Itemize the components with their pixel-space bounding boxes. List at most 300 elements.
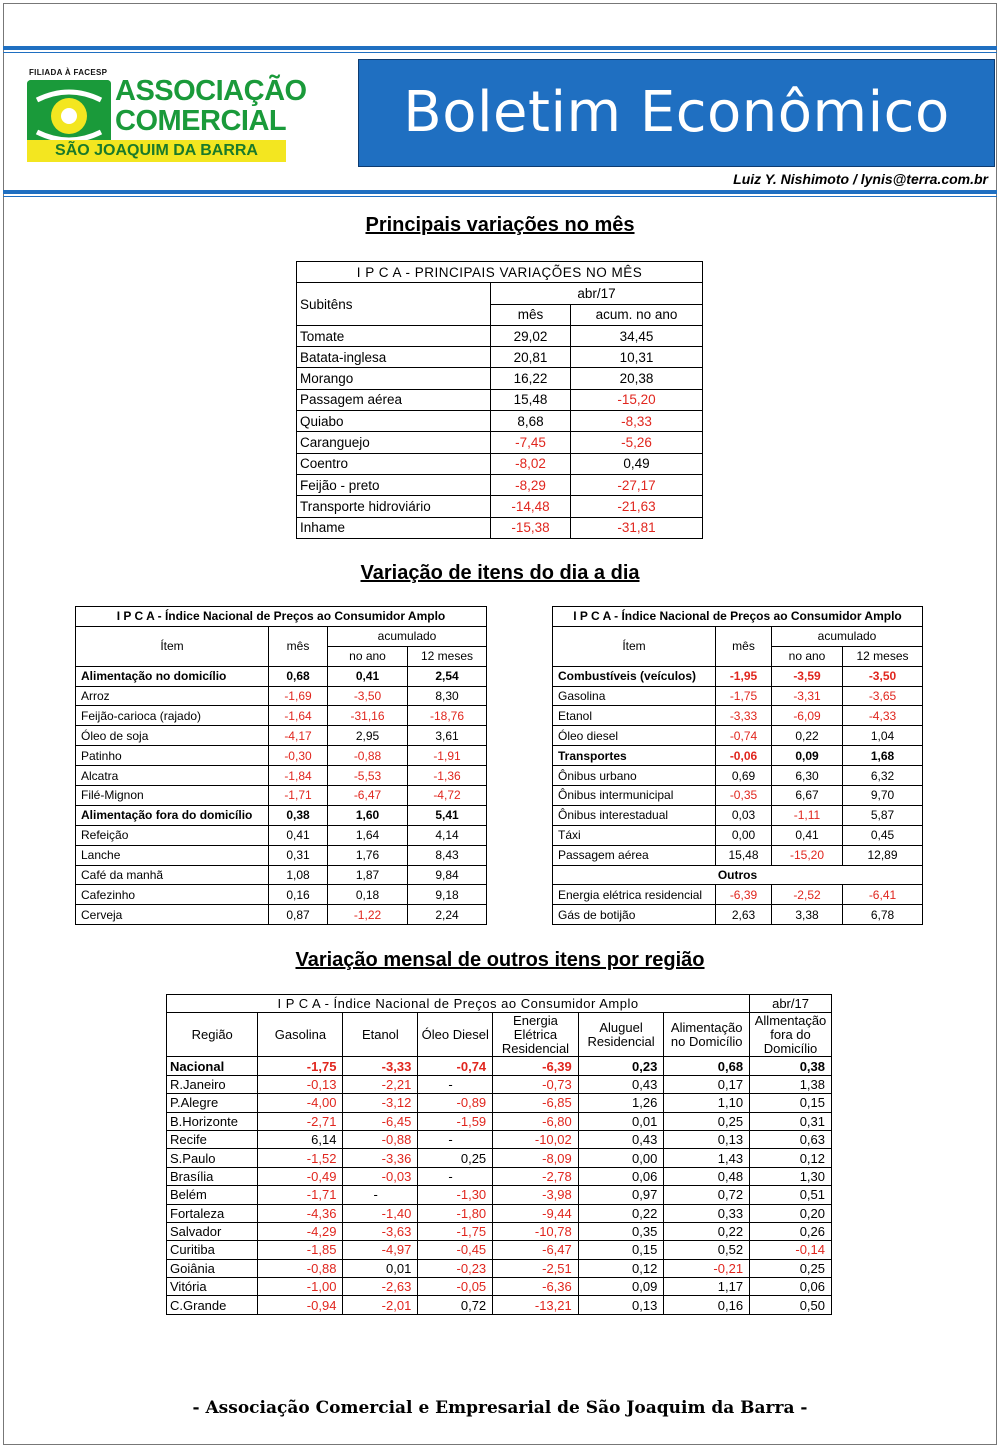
- item-cell: Arroz: [76, 686, 269, 706]
- value-cell: 0,13: [664, 1130, 750, 1148]
- region-cell: R.Janeiro: [167, 1075, 258, 1093]
- col-header-month: mês: [716, 626, 772, 666]
- year-cell: -8,33: [571, 411, 703, 432]
- m-cell: 0,03: [716, 805, 772, 825]
- logo-name: [115, 76, 307, 136]
- value-cell: -3,63: [343, 1222, 418, 1240]
- t-cell: 5,41: [408, 805, 487, 825]
- m-cell: -3,33: [716, 706, 772, 726]
- value-cell: -6,85: [493, 1094, 579, 1112]
- t-cell: 8,43: [408, 845, 487, 865]
- value-cell: 0,48: [664, 1167, 750, 1185]
- table-row: [167, 1204, 832, 1222]
- value-cell: -2,51: [493, 1259, 579, 1277]
- value-cell: -0,94: [258, 1296, 343, 1314]
- y-cell: 6,30: [772, 766, 843, 786]
- region-cell: Brasília: [167, 1167, 258, 1185]
- year-cell: -5,26: [571, 432, 703, 453]
- value-cell: 0,16: [664, 1296, 750, 1314]
- t-cell: 6,78: [843, 905, 923, 925]
- table-row: [297, 517, 703, 538]
- value-cell: 0,01: [343, 1259, 418, 1277]
- item-cell: Gasolina: [553, 686, 716, 706]
- col-header: Aluguel Residencial: [578, 1013, 664, 1057]
- col-header: Região: [167, 1013, 258, 1057]
- item-cell: Café da manhã: [76, 865, 269, 885]
- year-cell: -21,63: [571, 496, 703, 517]
- table-row: [297, 432, 703, 453]
- year-cell: 0,49: [571, 453, 703, 474]
- item-cell: Alimentação fora do domicílio: [76, 805, 269, 825]
- y-cell: 2,95: [328, 726, 408, 746]
- value-cell: -2,71: [258, 1112, 343, 1130]
- value-cell: 1,10: [664, 1094, 750, 1112]
- value-cell: -0,88: [258, 1259, 343, 1277]
- y-cell: -1,11: [772, 805, 843, 825]
- table-title: I P C A - Índice Nacional de Preços ao Consumidor Amplo: [167, 995, 750, 1013]
- value-cell: -1,71: [258, 1186, 343, 1204]
- m-cell: 0,68: [269, 666, 328, 686]
- value-cell: 0,15: [750, 1094, 832, 1112]
- value-cell: 0,72: [418, 1296, 493, 1314]
- table-body: [553, 666, 923, 925]
- value-cell: 0,31: [750, 1112, 832, 1130]
- y-cell: -1,22: [328, 905, 408, 925]
- item-cell: Feijão - preto: [297, 474, 491, 495]
- value-cell: 1,38: [750, 1075, 832, 1093]
- value-cell: 0,38: [750, 1057, 832, 1075]
- value-cell: 0,00: [578, 1149, 664, 1167]
- table-row: [167, 1112, 832, 1130]
- value-cell: 0,09: [578, 1278, 664, 1296]
- year-cell: -31,81: [571, 517, 703, 538]
- table-row: [297, 368, 703, 389]
- y-cell: -31,16: [328, 706, 408, 726]
- m-cell: -4,17: [269, 726, 328, 746]
- table-row: [297, 411, 703, 432]
- item-cell: Alcatra: [76, 766, 269, 786]
- item-cell: Cafezinho: [76, 885, 269, 905]
- value-cell: -6,45: [343, 1112, 418, 1130]
- value-cell: -3,12: [343, 1094, 418, 1112]
- table-row: [76, 766, 487, 786]
- t-cell: 9,70: [843, 786, 923, 806]
- value-cell: 0,13: [578, 1296, 664, 1314]
- table-row: [553, 845, 923, 865]
- col-header-item: Subitêns: [297, 283, 491, 326]
- value-cell: 0,51: [750, 1186, 832, 1204]
- y-cell: 1,76: [328, 845, 408, 865]
- value-cell: -0,21: [664, 1259, 750, 1277]
- item-cell: Coentro: [297, 453, 491, 474]
- value-cell: 1,30: [750, 1167, 832, 1185]
- table-row: [76, 905, 487, 925]
- association-logo: [27, 68, 307, 164]
- value-cell: -0,45: [418, 1241, 493, 1259]
- table-row: [167, 1241, 832, 1259]
- table-row: [297, 389, 703, 410]
- m-cell: 15,48: [716, 845, 772, 865]
- value-cell: -3,98: [493, 1186, 579, 1204]
- value-cell: 0,01: [578, 1112, 664, 1130]
- m-cell: 0,41: [269, 825, 328, 845]
- t-cell: -3,50: [843, 666, 923, 686]
- table-row: [167, 1296, 832, 1314]
- item-cell: Feijão-carioca (rajado): [76, 706, 269, 726]
- m-cell: 0,31: [269, 845, 328, 865]
- value-cell: 0,72: [664, 1186, 750, 1204]
- t-cell: 2,24: [408, 905, 487, 925]
- logo-city: SÃO JOAQUIM DA BARRA: [27, 140, 286, 162]
- item-cell: Refeição: [76, 825, 269, 845]
- col-header: Etanol: [343, 1013, 418, 1057]
- header-banner: [358, 59, 995, 167]
- value-cell: -: [418, 1167, 493, 1185]
- main-variations-table: [296, 261, 703, 539]
- m-cell: -0,35: [716, 786, 772, 806]
- footer-text: - Associação Comercial e Empresarial de São Joaquim da Barra -: [192, 1398, 808, 1418]
- col-header: Allmentação fora do Domicílio: [750, 1013, 832, 1057]
- month-cell: -14,48: [491, 496, 571, 517]
- y-cell: -2,52: [772, 885, 843, 905]
- item-cell: Inhame: [297, 517, 491, 538]
- table-body: [76, 666, 487, 925]
- table-row: [76, 706, 487, 726]
- y-cell: 1,87: [328, 865, 408, 885]
- item-cell: Lanche: [76, 845, 269, 865]
- value-cell: -1,30: [418, 1186, 493, 1204]
- value-cell: 1,17: [664, 1278, 750, 1296]
- item-cell: Patinho: [76, 746, 269, 766]
- item-cell: Cerveja: [76, 905, 269, 925]
- m-cell: 0,00: [716, 825, 772, 845]
- t-cell: 12,89: [843, 845, 923, 865]
- table-title: I P C A - Índice Nacional de Preços ao Consumidor Amplo: [76, 607, 487, 627]
- value-cell: -1,40: [343, 1204, 418, 1222]
- month-cell: 15,48: [491, 389, 571, 410]
- value-cell: -0,23: [418, 1259, 493, 1277]
- value-cell: -4,36: [258, 1204, 343, 1222]
- table-row: [167, 1057, 832, 1075]
- table-row: [553, 726, 923, 746]
- region-cell: Recife: [167, 1130, 258, 1148]
- region-cell: C.Grande: [167, 1296, 258, 1314]
- y-cell: -0,88: [328, 746, 408, 766]
- table-row: [553, 805, 923, 825]
- header-rule: [3, 190, 997, 194]
- region-cell: B.Horizonte: [167, 1112, 258, 1130]
- author-credit: Luiz Y. Nishimoto / lynis@terra.com.br: [733, 171, 988, 187]
- y-cell: 1,60: [328, 805, 408, 825]
- value-cell: -: [418, 1130, 493, 1148]
- value-cell: -4,00: [258, 1094, 343, 1112]
- value-cell: -0,74: [418, 1057, 493, 1075]
- value-cell: -: [343, 1186, 418, 1204]
- y-cell: 0,41: [328, 666, 408, 686]
- table-row: [553, 766, 923, 786]
- table-title: I P C A - PRINCIPAIS VARIAÇÕES NO MÊS: [297, 262, 703, 283]
- value-cell: 0,33: [664, 1204, 750, 1222]
- table-row: [76, 786, 487, 806]
- year-cell: 34,45: [571, 325, 703, 346]
- table-title: I P C A - Índice Nacional de Preços ao Consumidor Amplo: [553, 607, 923, 627]
- region-cell: Salvador: [167, 1222, 258, 1240]
- value-cell: -0,88: [343, 1130, 418, 1148]
- t-cell: 0,45: [843, 825, 923, 845]
- value-cell: 0,15: [578, 1241, 664, 1259]
- value-cell: -6,39: [493, 1057, 579, 1075]
- value-cell: -1,80: [418, 1204, 493, 1222]
- m-cell: -1,64: [269, 706, 328, 726]
- item-cell: Energia elétrica residencial: [553, 885, 716, 905]
- value-cell: -3,33: [343, 1057, 418, 1075]
- value-cell: -0,89: [418, 1094, 493, 1112]
- m-cell: -1,75: [716, 686, 772, 706]
- col-header: Alimentação no Domicílio: [664, 1013, 750, 1057]
- y-cell: 0,22: [772, 726, 843, 746]
- item-cell: Passagem aérea: [553, 845, 716, 865]
- col-header: Gasolina: [258, 1013, 343, 1057]
- region-cell: Curitiba: [167, 1241, 258, 1259]
- region-cell: S.Paulo: [167, 1149, 258, 1167]
- table-row: [297, 325, 703, 346]
- table-row: [76, 746, 487, 766]
- month-cell: -8,02: [491, 453, 571, 474]
- y-cell: -3,31: [772, 686, 843, 706]
- t-cell: 6,32: [843, 766, 923, 786]
- item-cell: Óleo de soja: [76, 726, 269, 746]
- table-row: [76, 865, 487, 885]
- value-cell: -13,21: [493, 1296, 579, 1314]
- y-cell: -6,09: [772, 706, 843, 726]
- value-cell: -1,00: [258, 1278, 343, 1296]
- value-cell: -2,63: [343, 1278, 418, 1296]
- value-cell: -1,52: [258, 1149, 343, 1167]
- y-cell: 0,41: [772, 825, 843, 845]
- header-rule-thin: [3, 196, 997, 197]
- m-cell: -6,39: [716, 885, 772, 905]
- section2-title: Variação de itens do dia a dia: [360, 562, 640, 584]
- value-cell: 0,35: [578, 1222, 664, 1240]
- table-body: [167, 1057, 832, 1314]
- item-cell: Tomate: [297, 325, 491, 346]
- value-cell: -4,29: [258, 1222, 343, 1240]
- region-cell: Fortaleza: [167, 1204, 258, 1222]
- col-header-month: mês: [269, 626, 328, 666]
- item-cell: Quiabo: [297, 411, 491, 432]
- month-cell: 20,81: [491, 347, 571, 368]
- table-row: [167, 1259, 832, 1277]
- col-header-12m: 12 meses: [843, 646, 923, 666]
- col-header: Óleo Diesel: [418, 1013, 493, 1057]
- table-row: [553, 666, 923, 686]
- item-cell: Ônibus urbano: [553, 766, 716, 786]
- value-cell: -1,85: [258, 1241, 343, 1259]
- m-cell: 0,87: [269, 905, 328, 925]
- daily-items-table-transport: [552, 606, 923, 925]
- y-cell: 0,09: [772, 746, 843, 766]
- section3-title: Variação mensal de outros itens por região: [295, 949, 705, 971]
- col-header: Energia Elétrica Residencial: [493, 1013, 579, 1057]
- t-cell: 8,30: [408, 686, 487, 706]
- t-cell: 1,68: [843, 746, 923, 766]
- table-row: [76, 845, 487, 865]
- month-cell: -8,29: [491, 474, 571, 495]
- table-row: [167, 1222, 832, 1240]
- m-cell: -1,71: [269, 786, 328, 806]
- value-cell: 0,22: [578, 1204, 664, 1222]
- table-row: [167, 1186, 832, 1204]
- m-cell: 1,08: [269, 865, 328, 885]
- y-cell: 1,64: [328, 825, 408, 845]
- table-row: [297, 496, 703, 517]
- value-cell: 0,25: [750, 1259, 832, 1277]
- table-row: [553, 686, 923, 706]
- y-cell: 6,67: [772, 786, 843, 806]
- value-cell: -0,14: [750, 1241, 832, 1259]
- table-row: [76, 885, 487, 905]
- value-cell: 0,68: [664, 1057, 750, 1075]
- m-cell: -1,84: [269, 766, 328, 786]
- m-cell: 2,63: [716, 905, 772, 925]
- year-cell: -27,17: [571, 474, 703, 495]
- item-cell: Transportes: [553, 746, 716, 766]
- value-cell: 1,43: [664, 1149, 750, 1167]
- col-header-acc: acumulado: [772, 626, 923, 646]
- value-cell: 0,12: [578, 1259, 664, 1277]
- item-cell: Ônibus interestadual: [553, 805, 716, 825]
- month-cell: 29,02: [491, 325, 571, 346]
- t-cell: 5,87: [843, 805, 923, 825]
- t-cell: -1,91: [408, 746, 487, 766]
- regional-table: [166, 994, 832, 1315]
- m-cell: 0,16: [269, 885, 328, 905]
- value-cell: -8,09: [493, 1149, 579, 1167]
- col-header-item: Ítem: [76, 626, 269, 666]
- y-cell: -5,53: [328, 766, 408, 786]
- table-row: [553, 905, 923, 925]
- t-cell: -4,72: [408, 786, 487, 806]
- value-cell: 0,52: [664, 1241, 750, 1259]
- y-cell: -3,50: [328, 686, 408, 706]
- col-header-year: no ano: [328, 646, 408, 666]
- value-cell: -6,36: [493, 1278, 579, 1296]
- value-cell: -1,75: [258, 1057, 343, 1075]
- t-cell: -18,76: [408, 706, 487, 726]
- y-cell: -15,20: [772, 845, 843, 865]
- table-row: [297, 474, 703, 495]
- item-cell: Alimentação no domicílio: [76, 666, 269, 686]
- value-cell: 0,43: [578, 1130, 664, 1148]
- value-cell: 0,25: [664, 1112, 750, 1130]
- item-cell: Filé-Mignon: [76, 786, 269, 806]
- t-cell: 9,18: [408, 885, 487, 905]
- table-row: [553, 746, 923, 766]
- table-row: [76, 666, 487, 686]
- table-body: [297, 325, 703, 538]
- y-cell: -6,47: [328, 786, 408, 806]
- top-rule: [3, 46, 997, 50]
- value-cell: 0,26: [750, 1222, 832, 1240]
- year-cell: 20,38: [571, 368, 703, 389]
- daily-items-table-food: [75, 606, 487, 925]
- t-cell: -1,36: [408, 766, 487, 786]
- region-cell: Nacional: [167, 1057, 258, 1075]
- value-cell: -6,80: [493, 1112, 579, 1130]
- value-cell: 0,12: [750, 1149, 832, 1167]
- month-cell: 8,68: [491, 411, 571, 432]
- value-cell: 0,43: [578, 1075, 664, 1093]
- table-row: [167, 1278, 832, 1296]
- table-row: [167, 1130, 832, 1148]
- value-cell: -10,78: [493, 1222, 579, 1240]
- region-cell: Vitória: [167, 1278, 258, 1296]
- value-cell: -9,44: [493, 1204, 579, 1222]
- logo-name-line2: COMERCIAL: [115, 105, 287, 137]
- value-cell: 0,25: [418, 1149, 493, 1167]
- logo-name-line1: ASSOCIAÇÃO: [115, 75, 307, 107]
- t-cell: 2,54: [408, 666, 487, 686]
- col-header-item: Ítem: [553, 626, 716, 666]
- value-cell: 0,97: [578, 1186, 664, 1204]
- logo-affiliation: FILIADA À FACESP: [29, 68, 108, 77]
- table-row: [553, 865, 923, 885]
- table-row: [167, 1149, 832, 1167]
- table-row: [76, 825, 487, 845]
- top-rule-thin: [3, 52, 997, 53]
- item-cell: Óleo diesel: [553, 726, 716, 746]
- value-cell: -2,21: [343, 1075, 418, 1093]
- value-cell: -0,05: [418, 1278, 493, 1296]
- col-header-12m: 12 meses: [408, 646, 487, 666]
- value-cell: -1,59: [418, 1112, 493, 1130]
- col-header-period: abr/17: [491, 283, 703, 304]
- year-cell: 10,31: [571, 347, 703, 368]
- value-cell: 0,06: [750, 1278, 832, 1296]
- table-row: [553, 706, 923, 726]
- m-cell: -1,69: [269, 686, 328, 706]
- year-cell: -15,20: [571, 389, 703, 410]
- value-cell: 1,26: [578, 1094, 664, 1112]
- item-cell: Caranguejo: [297, 432, 491, 453]
- value-cell: -0,13: [258, 1075, 343, 1093]
- value-cell: 0,06: [578, 1167, 664, 1185]
- t-cell: 1,04: [843, 726, 923, 746]
- value-cell: -10,02: [493, 1130, 579, 1148]
- value-cell: 0,20: [750, 1204, 832, 1222]
- m-cell: -1,95: [716, 666, 772, 686]
- value-cell: -4,97: [343, 1241, 418, 1259]
- value-cell: -0,49: [258, 1167, 343, 1185]
- value-cell: 0,50: [750, 1296, 832, 1314]
- section-label: Outros: [553, 865, 923, 885]
- item-cell: Ônibus intermunicipal: [553, 786, 716, 806]
- m-cell: -0,06: [716, 746, 772, 766]
- item-cell: Combustíveis (veículos): [553, 666, 716, 686]
- t-cell: 9,84: [408, 865, 487, 885]
- value-cell: -0,73: [493, 1075, 579, 1093]
- value-cell: -1,75: [418, 1222, 493, 1240]
- value-cell: 6,14: [258, 1130, 343, 1148]
- item-cell: Morango: [297, 368, 491, 389]
- table-row: [297, 453, 703, 474]
- region-cell: Belém: [167, 1186, 258, 1204]
- col-header-year: no ano: [772, 646, 843, 666]
- y-cell: -3,59: [772, 666, 843, 686]
- page-title: Boletim Econômico: [403, 80, 950, 145]
- m-cell: -0,74: [716, 726, 772, 746]
- table-header-row: [167, 1013, 832, 1057]
